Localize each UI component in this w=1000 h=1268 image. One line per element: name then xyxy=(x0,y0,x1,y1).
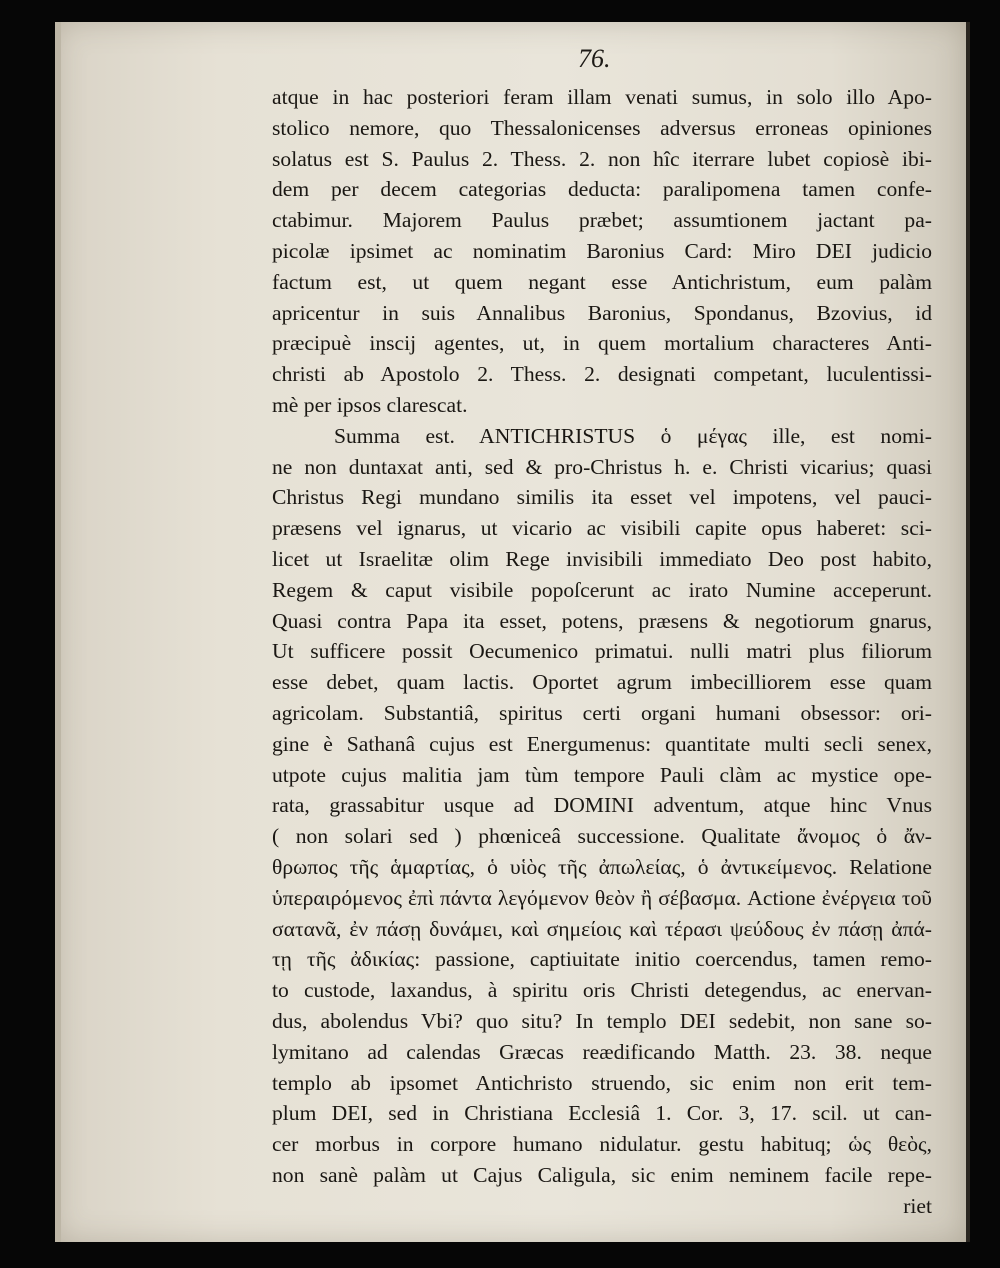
text-line: non sanè palàm ut Cajus Caligula, sic enim neminem facile repe- xyxy=(272,1162,932,1187)
text-line: solatus est S. Paulus 2. Thess. 2. non hîc iterrare lubet copiosè ibi- xyxy=(272,146,932,171)
text-line: Summa est. ANTICHRISTUS ὁ μέγας ille, est nomi- xyxy=(334,423,932,448)
text-line: licet ut Israelitæ olim Rege invisibili immediato Deo post habito, xyxy=(272,546,932,571)
text-line: agricolam. Substantiâ, spiritus certi organi humani obsessor: ori- xyxy=(272,700,932,725)
text-line: plum DEI, sed in Christiana Ecclesiâ 1. Cor. 3, 17. scil. ut can- xyxy=(272,1101,932,1126)
page-number: 76. xyxy=(578,44,611,73)
text-line: Christus Regi mundano similis ita esset vel impotens, vel pauci- xyxy=(272,485,932,510)
text-line: templo ab ipsomet Antichristo struendo, sic enim non erit tem- xyxy=(272,1070,932,1095)
text-line: picolæ ipsimet ac nominatim Baronius Card: Miro DEI judicio xyxy=(272,238,932,263)
text-line: præcipuè inscij agentes, ut, in quem mortalium characteres Anti- xyxy=(272,331,932,356)
text-line: præsens vel ignarus, ut vicario ac visibili capite opus haberet: sci- xyxy=(272,516,932,541)
page-right-edge xyxy=(966,22,970,1242)
text-line: θρωπος τῆς ἁμαρτίας, ὁ υἱὸς τῆς ἀπωλείας, ὁ ἀντικείμενος. Relatione xyxy=(272,854,932,879)
text-line: utpote cujus malitia jam tùm tempore Pauli clàm ac mystice ope- xyxy=(272,762,932,787)
text-line: dus, abolendus Vbi? quo situ? In templo DEI sedebit, non sane so- xyxy=(272,1008,932,1033)
text-line: to custode, laxandus, à spiritu oris Christi detegendus, ac enervan- xyxy=(272,978,932,1003)
text-line: christi ab Apostolo 2. Thess. 2. designati competant, luculentissi- xyxy=(272,362,932,387)
text-line: Regem & caput visibile popoſcerunt ac irato Numine acceperunt. xyxy=(272,577,932,602)
text-line: ctabimur. Majorem Paulus præbet; assumtionem jactant pa- xyxy=(272,208,932,233)
text-line: mè per ipsos clarescat. xyxy=(272,392,468,417)
text-line: rata, grassabitur usque ad DOMINI adventum, atque hinc Vnus xyxy=(272,793,932,818)
text-line: gine è Sathanâ cujus est Energumenus: quantitate multi secli senex, xyxy=(272,731,932,756)
text-line: ( non solari sed ) phœniceâ successione. Qualitate ἄνομος ὁ ἄν- xyxy=(272,824,932,849)
text-line: apricentur in suis Annalibus Baronius, Spondanus, Bzovius, id xyxy=(272,300,932,325)
text-line: τῃ τῆς ἀδικίας: passione, captiuitate initio coercendus, tamen remo- xyxy=(272,947,932,972)
text-line: ὑπεραιρόμενος ἐπὶ πάντα λεγόμενον θεὸν ἢ σέβασμα. Actione ἐνέργεια τοῦ xyxy=(272,885,932,910)
page-gutter-edge xyxy=(55,22,61,1242)
text-line: atque in hac posteriori feram illam venati sumus, in solo illo Apo- xyxy=(272,85,932,109)
text-line: cer morbus in corpore humano nidulatur. gestu habituq; ὡς θεὸς, xyxy=(272,1132,932,1157)
text-line: σατανᾶ, ἐν πάσῃ δυνάμει, καὶ σημείοις καὶ τέρασι ψεύδους ἐν πάσῃ ἀπά- xyxy=(272,916,932,941)
text-line: stolico nemore, quo Thessalonicenses adversus erroneas opiniones xyxy=(272,115,932,140)
text-line: lymitano ad calendas Græcas reædificando Matth. 23. 38. neque xyxy=(272,1039,932,1064)
text-line: Ut sufficere possit Oecumenico primatui. nulli matri plus filiorum xyxy=(272,639,932,664)
text-line: factum est, ut quem negant esse Antichristum, eum palàm xyxy=(272,269,932,294)
text-line: Quasi contra Papa ita esset, potens, præsens & negotiorum gnarus, xyxy=(272,608,932,633)
text-line: dem per decem categorias deducta: paralipomena tamen confe- xyxy=(272,177,932,202)
text-line: esse debet, quam lactis. Oportet agrum imbecilliorem esse quam xyxy=(272,670,932,695)
text-line: ne non duntaxat anti, sed & pro-Christus h. e. Christi vicarius; quasi xyxy=(272,454,932,479)
catchword: riet xyxy=(903,1193,932,1218)
body-text xyxy=(272,82,932,1221)
